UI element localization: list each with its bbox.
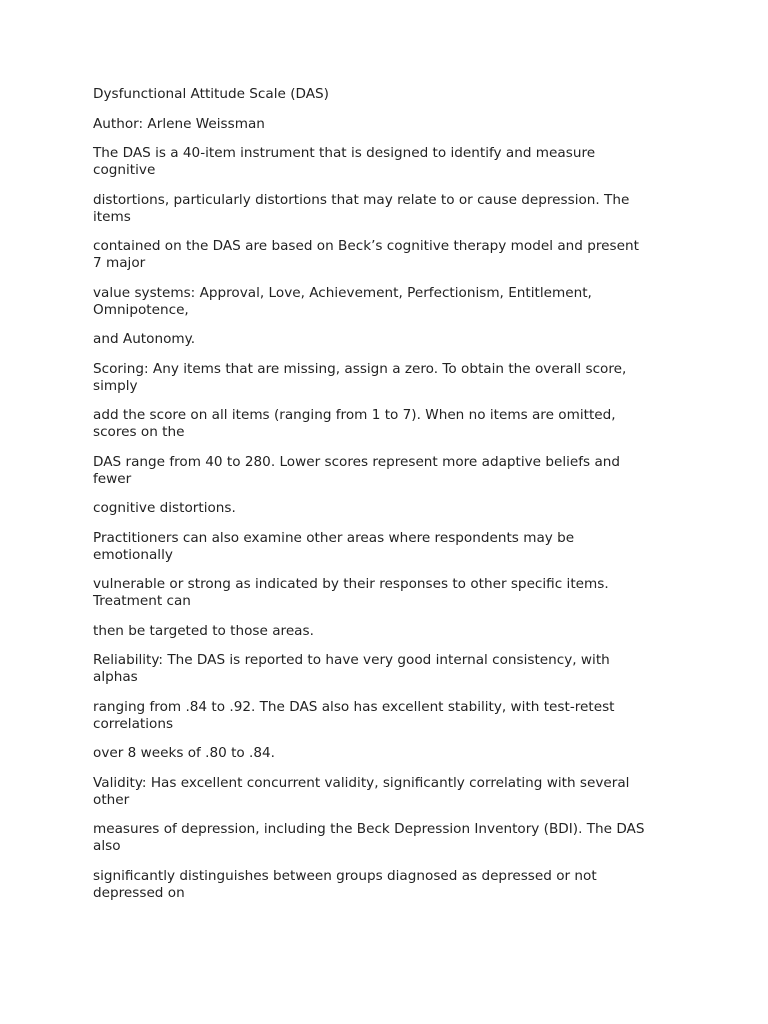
paragraph	[93, 699, 683, 733]
text-line: cognitive	[93, 162, 156, 178]
text-line: contained on the DAS are based on Beck’s cognitive therapy model and present	[93, 238, 639, 254]
text-line: add the score on all items (ranging from 1 to 7). When no items are omitted,	[93, 407, 616, 423]
text-line: Validity: Has excellent concurrent validity, significantly correlating with several	[93, 774, 630, 791]
text-line: significantly distinguishes between groups diagnosed as depressed or not	[93, 867, 597, 884]
text-line: ranging from .84 to .92. The DAS also has excellent stability, with test-retest	[93, 698, 615, 715]
text-line: Practitioners can also examine other areas where respondents may be	[93, 529, 575, 546]
text-line: also	[93, 838, 121, 854]
paragraph	[93, 821, 683, 855]
text-line: scores on the	[93, 424, 185, 440]
paragraph	[93, 623, 683, 640]
text-line: items	[93, 208, 131, 225]
scoring-paragraph	[93, 361, 683, 395]
paragraph	[93, 745, 683, 762]
reliability-paragraph	[93, 652, 683, 686]
paragraph	[93, 407, 683, 441]
text-line: value systems: Approval, Love, Achievement, Perfectionism, Entitlement,	[93, 284, 592, 301]
text-line: depressed on	[93, 884, 185, 901]
text-line: Scoring: Any items that are missing, assign a zero. To obtain the overall score,	[93, 360, 627, 377]
paragraph	[93, 868, 683, 902]
text-line: correlations	[93, 715, 174, 732]
document-body	[93, 86, 683, 914]
text-line: fewer	[93, 470, 132, 487]
text-line: other	[93, 791, 130, 808]
paragraph	[93, 500, 683, 517]
text-line: vulnerable or strong as indicated by their responses to other specific items.	[93, 576, 609, 592]
paragraph	[93, 576, 683, 610]
text-line: then be targeted to those areas.	[93, 622, 314, 639]
text-line: The DAS is a 40-item instrument that is designed to identify and measure	[93, 145, 596, 161]
text-line: DAS range from 40 to 280. Lower scores represent more adaptive beliefs and	[93, 453, 621, 470]
text-line: and Autonomy.	[93, 331, 196, 347]
paragraph	[93, 145, 683, 179]
paragraph	[93, 530, 683, 564]
text-line: Treatment can	[93, 593, 191, 609]
text-line: emotionally	[93, 546, 173, 563]
author-line	[93, 116, 683, 133]
text-line: Omnipotence,	[93, 301, 189, 318]
text-line: alphas	[93, 669, 138, 685]
text-line: distortions, particularly distortions that may relate to or cause depression. The	[93, 191, 630, 208]
text-line: measures of depression, including the Beck Depression Inventory (BDI). The DAS	[93, 821, 645, 837]
text-line: 7 major	[93, 255, 146, 271]
paragraph	[93, 238, 683, 272]
text-line: Dysfunctional Attitude Scale (DAS)	[93, 86, 329, 102]
document-title	[93, 86, 683, 103]
text-line: over 8 weeks of .80 to .84.	[93, 745, 275, 761]
text-line: Author: Arlene Weissman	[93, 115, 265, 132]
validity-paragraph	[93, 775, 683, 809]
text-line: cognitive distortions.	[93, 500, 236, 516]
text-line: simply	[93, 377, 138, 394]
paragraph	[93, 192, 683, 226]
text-line: Reliability: The DAS is reported to have very good internal consistency, with	[93, 652, 610, 668]
paragraph	[93, 285, 683, 319]
paragraph	[93, 454, 683, 488]
paragraph	[93, 331, 683, 348]
